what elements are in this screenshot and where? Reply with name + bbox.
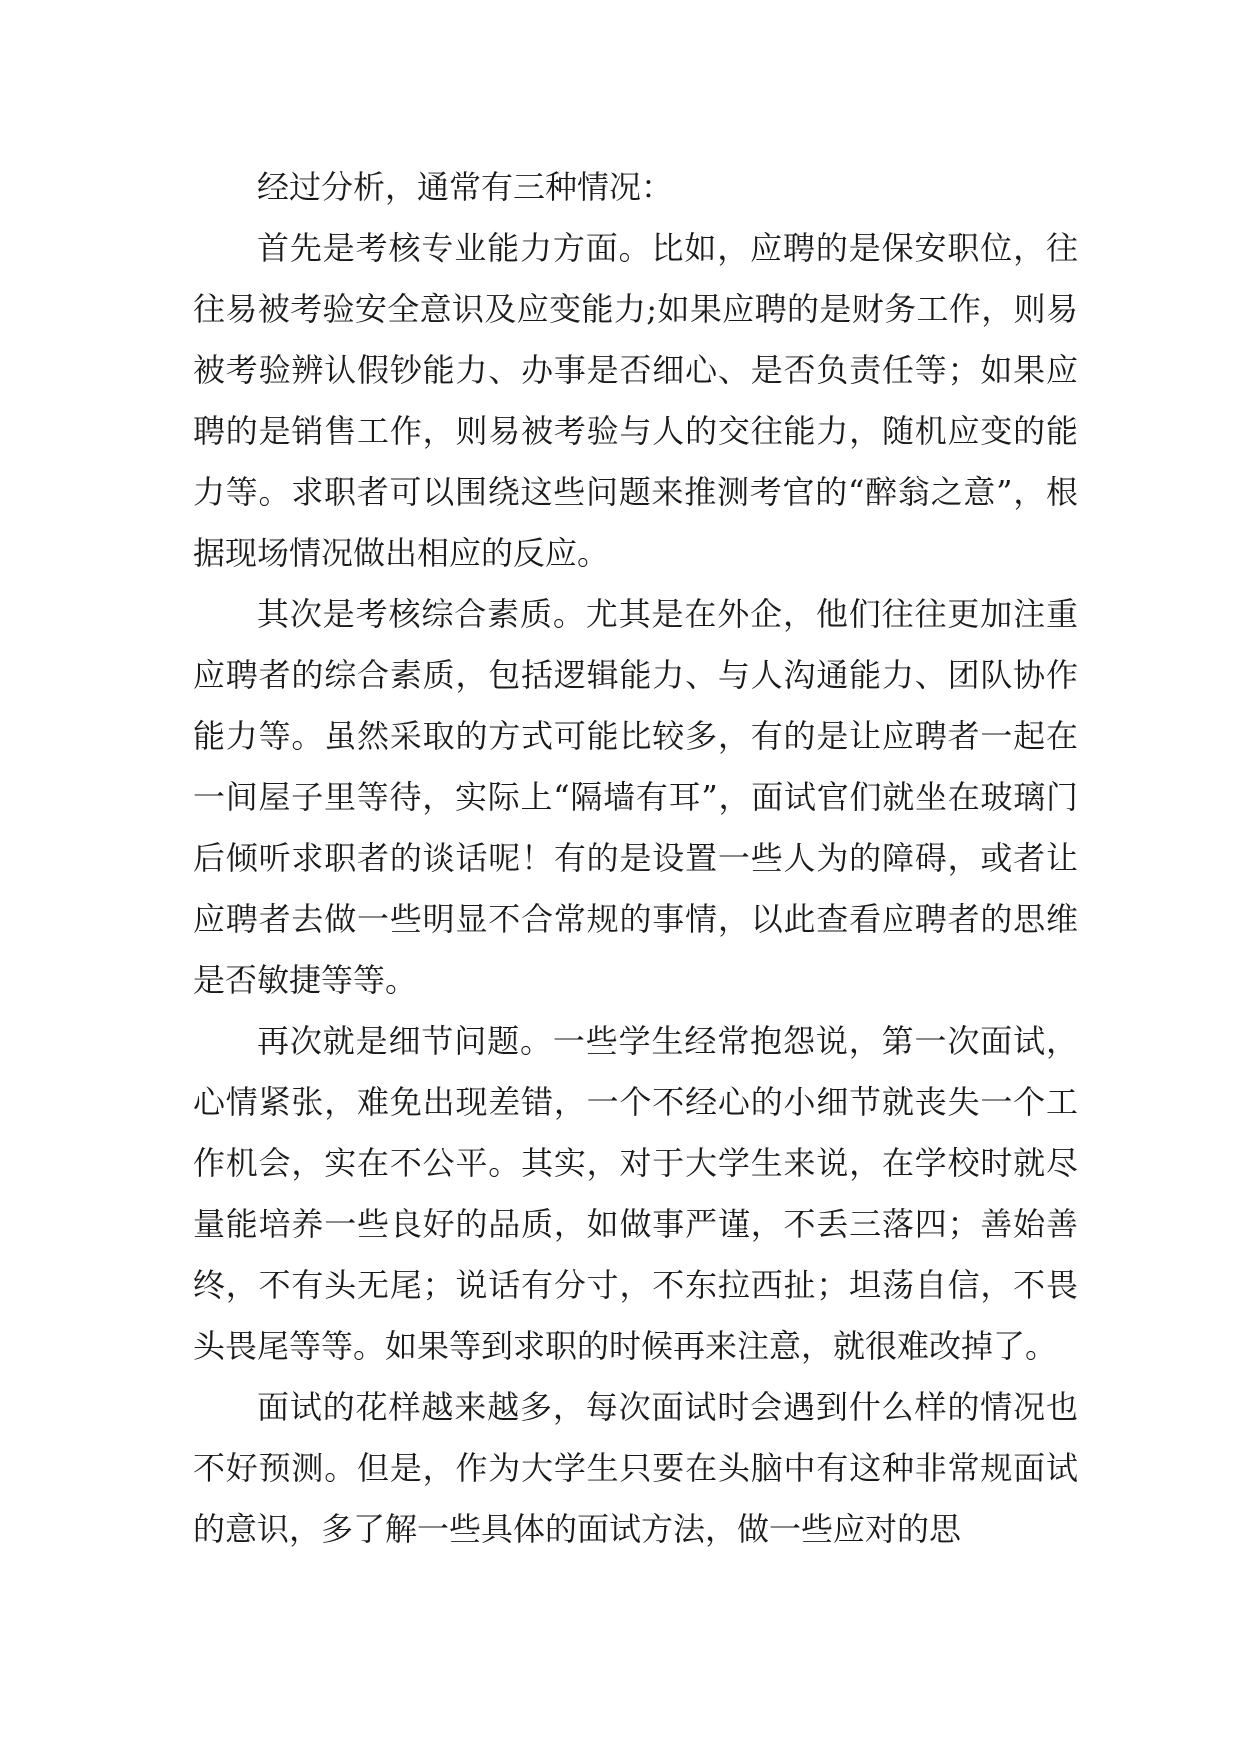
document-body <box>193 157 1078 1560</box>
paragraph-detail-issues: 再次就是细节问题。一些学生经常抱怨说，第一次面试，心情紧张，难免出现差错，一个不经心的小细节就丧失一个工作机会，实在不公平。其实，对于大学生来说，在学校时就尽量能培养一些良好的品质，如做事严谨，不丢三落四；善始善终，不有头无尾；说话有分寸，不东拉西扯；坦荡自信，不畏头畏尾等等。如果等到求职的时候再来注意，就很难改掉了。 <box>193 1022 1078 1365</box>
paragraph-interview-variety: 面试的花样越来越多，每次面试时会遇到什么样的情况也不好预测。但是，作为大学生只要在头脑中有这种非常规面试的意识，多了解一些具体的面试方法，做一些应对的思 <box>193 1388 1078 1548</box>
paragraph-professional-ability: 首先是考核专业能力方面。比如，应聘的是保安职位，往往易被考验安全意识及应变能力;如果应聘的是财务工作，则易被考验辨认假钞能力、办事是否细心、是否负责任等；如果应聘的是销售工作，则易被考验与人的交往能力，随机应变的能力等。求职者可以围绕这些问题来推测考官的“醉翁之意”，根据现场情况做出相应的反应。 <box>193 229 1078 572</box>
paragraph-intro: 经过分析，通常有三种情况： <box>257 168 674 206</box>
paragraph-comprehensive-quality: 其次是考核综合素质。尤其是在外企，他们往往更加注重应聘者的综合素质，包括逻辑能力、与人沟通能力、团队协作能力等。虽然采取的方式可能比较多，有的是让应聘者一起在一间屋子里等待，实际上“隔墙有耳”，面试官们就坐在玻璃门后倾听求职者的谈话呢！有的是设置一些人为的障碍，或者让应聘者去做一些明显不合常规的事情，以此查看应聘者的思维是否敏捷等等。 <box>193 595 1078 999</box>
